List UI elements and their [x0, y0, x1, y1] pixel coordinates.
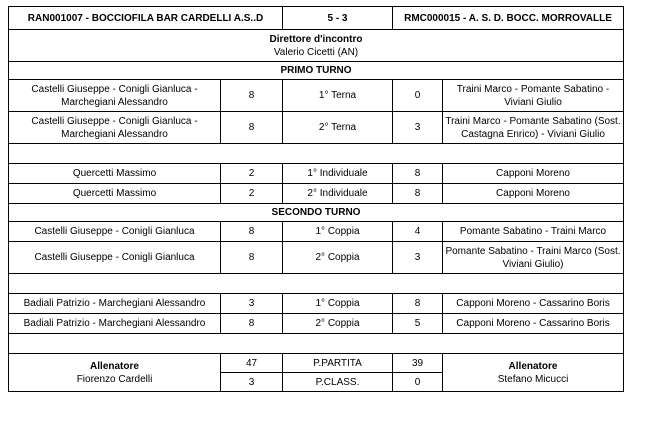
director-cell	[9, 30, 624, 62]
director-label: Direttore d'incontro	[269, 33, 363, 45]
away-team-name: RMC000015 - A. S. D. BOCC. MORROVALLE	[393, 7, 624, 30]
spacer-cell	[9, 274, 624, 294]
spacer-row	[9, 274, 624, 294]
home-players: Castelli Giuseppe - Conigli Gianluca	[9, 242, 221, 274]
spacer-row	[9, 334, 624, 354]
game-type: 1° Coppia	[283, 294, 393, 314]
first-round-title: PRIMO TURNO	[9, 62, 624, 80]
away-points: 4	[393, 222, 443, 242]
home-players: Castelli Giuseppe - Conigli Gianluca - Marchegiani Alessandro	[9, 112, 221, 144]
away-players: Traini Marco - Pomante Sabatino (Sost. Castagna Enrico) - Viviani Giulio	[443, 112, 624, 144]
home-partita-points: 47	[221, 354, 283, 373]
away-players: Capponi Moreno	[443, 184, 624, 204]
away-points: 8	[393, 164, 443, 184]
home-players: Quercetti Massimo	[9, 184, 221, 204]
home-coach-name: Fiorenzo Cardelli	[76, 373, 153, 385]
home-class-points: 3	[221, 373, 283, 392]
away-points: 8	[393, 294, 443, 314]
game-type: 2° Coppia	[283, 242, 393, 274]
spacer-cell	[9, 144, 624, 164]
home-players: Badiali Patrizio - Marchegiani Alessandro	[9, 294, 221, 314]
away-points: 3	[393, 242, 443, 274]
game-type: 1° Individuale	[283, 164, 393, 184]
director-row	[9, 30, 624, 62]
away-coach-label: Allenatore	[508, 360, 558, 372]
home-points: 8	[221, 112, 283, 144]
match-score: 5 - 3	[283, 7, 393, 30]
away-players: Pomante Sabatino - Traini Marco (Sost. Viviani Giulio)	[443, 242, 624, 274]
away-players: Pomante Sabatino - Traini Marco	[443, 222, 624, 242]
partita-label: P.PARTITA	[283, 354, 393, 373]
home-players: Quercetti Massimo	[9, 164, 221, 184]
away-points: 3	[393, 112, 443, 144]
section-header-first-round	[9, 62, 624, 80]
away-class-points: 0	[393, 373, 443, 392]
home-points: 2	[221, 164, 283, 184]
match-row	[9, 242, 624, 274]
away-players: Traini Marco - Pomante Sabatino - Viviani Giulio	[443, 80, 624, 112]
game-type: 2° Individuale	[283, 184, 393, 204]
away-points: 0	[393, 80, 443, 112]
home-points: 2	[221, 184, 283, 204]
second-round-title: SECONDO TURNO	[9, 204, 624, 222]
away-coach-name: Stefano Micucci	[497, 373, 569, 385]
game-type: 2° Coppia	[283, 314, 393, 334]
spacer-row	[9, 144, 624, 164]
home-points: 8	[221, 314, 283, 334]
home-players: Badiali Patrizio - Marchegiani Alessandro	[9, 314, 221, 334]
away-partita-points: 39	[393, 354, 443, 373]
class-label: P.CLASS.	[283, 373, 393, 392]
match-row	[9, 80, 624, 112]
section-header-second-round	[9, 204, 624, 222]
away-points: 5	[393, 314, 443, 334]
match-row	[9, 294, 624, 314]
director-name: Valerio Cicetti (AN)	[273, 46, 359, 58]
game-type: 1° Terna	[283, 80, 393, 112]
away-players: Capponi Moreno - Cassarino Boris	[443, 314, 624, 334]
home-coach-label: Allenatore	[90, 360, 139, 372]
away-points: 8	[393, 184, 443, 204]
match-row	[9, 314, 624, 334]
match-row	[9, 222, 624, 242]
away-players: Capponi Moreno - Cassarino Boris	[443, 294, 624, 314]
game-type: 1° Coppia	[283, 222, 393, 242]
game-type: 2° Terna	[283, 112, 393, 144]
home-team-name: RAN001007 - BOCCIOFILA BAR CARDELLI A.S..D	[9, 7, 283, 30]
home-players: Castelli Giuseppe - Conigli Gianluca	[9, 222, 221, 242]
home-players: Castelli Giuseppe - Conigli Gianluca - Marchegiani Alessandro	[9, 80, 221, 112]
home-coach-cell	[9, 354, 221, 392]
match-row	[9, 112, 624, 144]
home-points: 8	[221, 242, 283, 274]
match-row	[9, 164, 624, 184]
match-report-table	[8, 6, 624, 392]
away-coach-cell	[443, 354, 624, 392]
footer-row-partita	[9, 354, 624, 373]
home-points: 3	[221, 294, 283, 314]
spacer-cell	[9, 334, 624, 354]
away-players: Capponi Moreno	[443, 164, 624, 184]
header-row	[9, 7, 624, 30]
home-points: 8	[221, 80, 283, 112]
match-row	[9, 184, 624, 204]
home-points: 8	[221, 222, 283, 242]
